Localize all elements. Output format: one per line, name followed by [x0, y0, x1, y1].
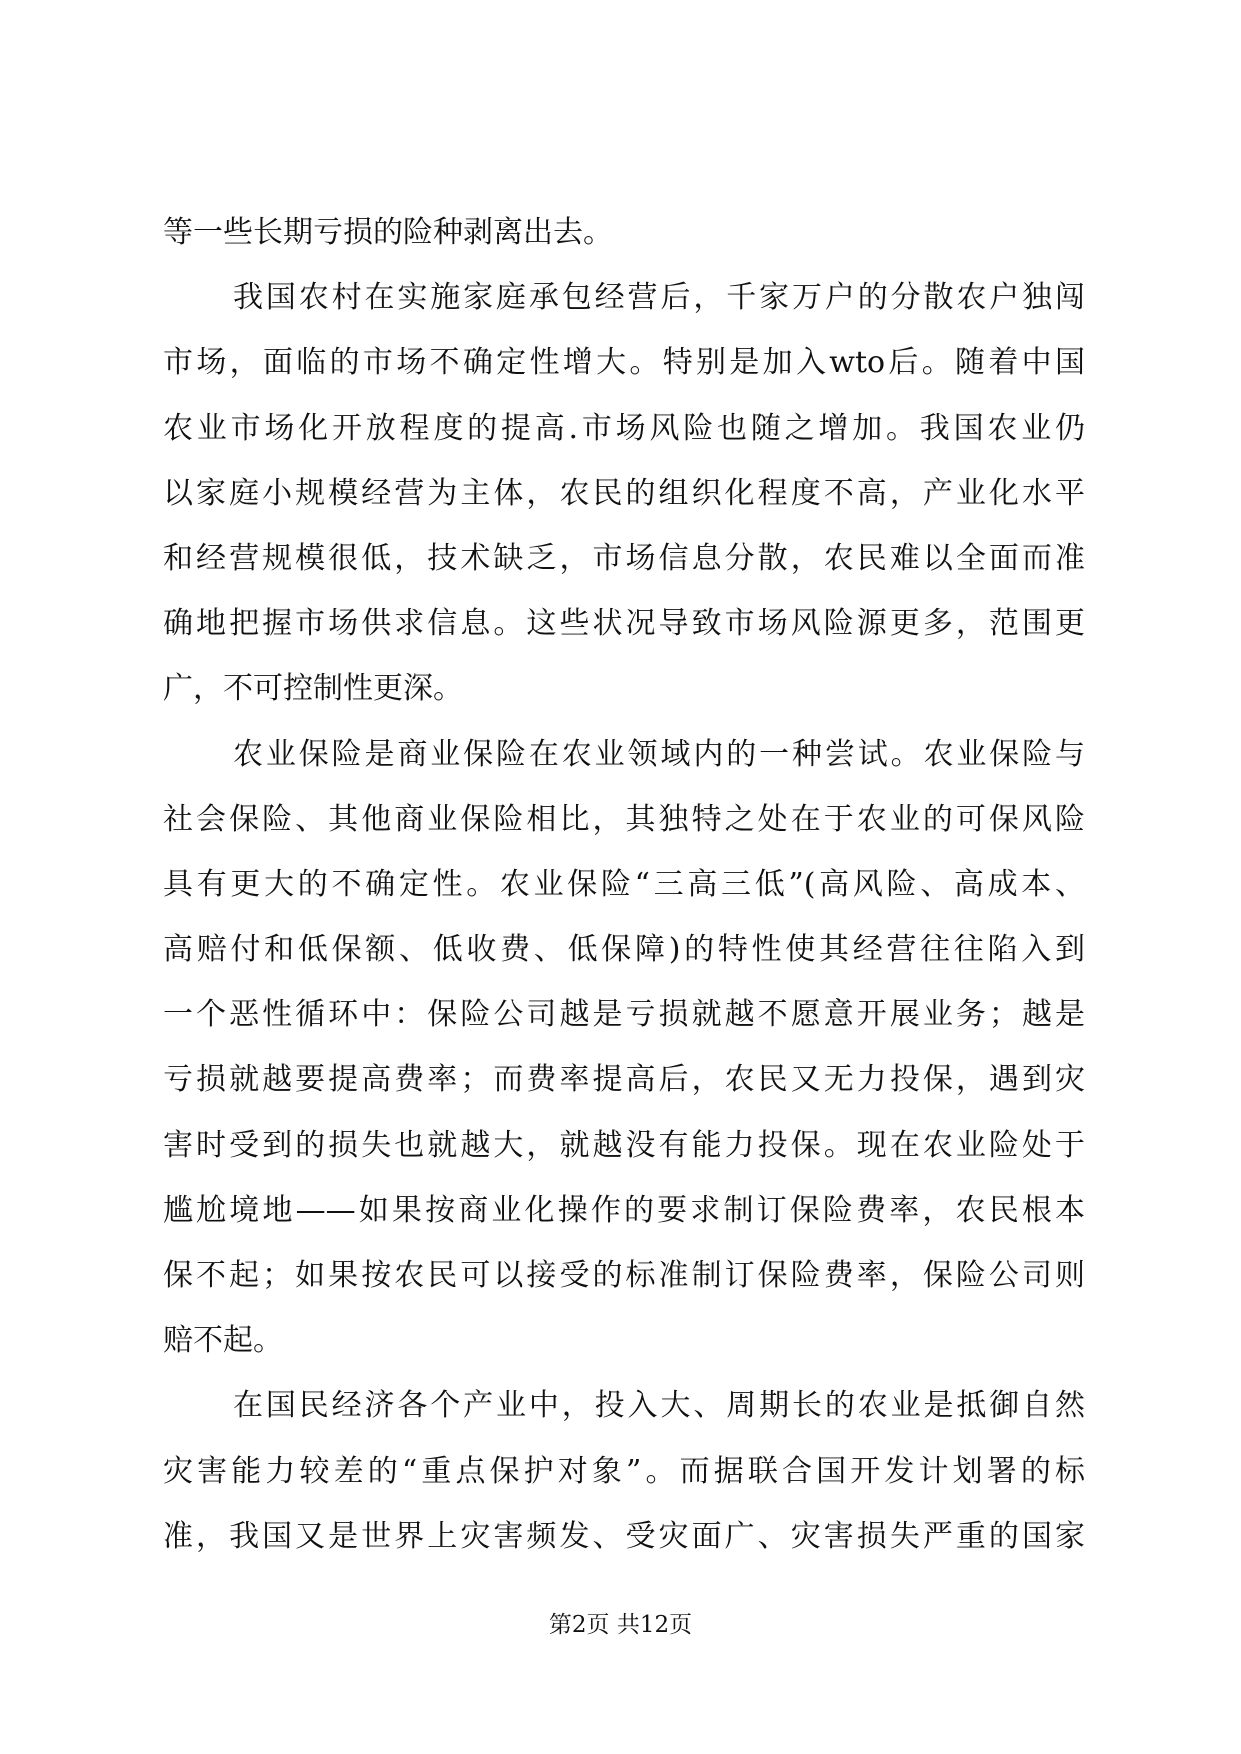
text-line: 在国民经济各个产业中，投入大、周期长的农业是抵御自然: [233, 1388, 1085, 1424]
text-line: 害时受到的损失也就越大，就越没有能力投保。现在农业险处于: [163, 1127, 1085, 1163]
text-line: 具有更大的不确定性。农业保险“三高三低”(高风险、高成本、: [163, 866, 1085, 902]
text-line: 等一些长期亏损的险种剥离出去。: [163, 215, 613, 250]
text-line: 灾害能力较差的“重点保护对象”。而据联合国开发计划署的标: [163, 1453, 1085, 1489]
text-line: 广，不可控制性更深。: [163, 671, 463, 707]
paragraph: [163, 265, 1085, 721]
page-number: 第2页 共12页: [548, 1612, 693, 1638]
text-line: 一个恶性循环中：保险公司越是亏损就越不愿意开展业务；越是: [163, 997, 1085, 1033]
text-line: 亏损就越要提高费率；而费率提高后，农民又无力投保，遇到灾: [163, 1062, 1085, 1098]
text-line: 以家庭小规模经营为主体，农民的组织化程度不高，产业化水平: [163, 475, 1085, 511]
text-line: 农业市场化开放程度的提高.市场风险也随之增加。我国农业仍: [163, 410, 1085, 446]
text-line: 我国农村在实施家庭承包经营后，千家万户的分散农户独闯: [233, 280, 1085, 316]
text-line: 和经营规模很低，技术缺乏，市场信息分散，农民难以全面而准: [163, 540, 1085, 576]
text-line: 赔不起。: [163, 1323, 283, 1359]
text-line: 尴尬境地——如果按商业化操作的要求制订保险费率，农民根本: [163, 1192, 1085, 1228]
page-footer: [0, 1610, 1241, 1640]
paragraph: [163, 200, 1085, 265]
body-text: [163, 200, 1085, 1569]
text-line: 社会保险、其他商业保险相比，其独特之处在于农业的可保风险: [163, 801, 1085, 837]
text-line: 确地把握市场供求信息。这些状况导致市场风险源更多，范围更: [163, 606, 1085, 642]
text-line: 保不起；如果按农民可以接受的标准制订保险费率，保险公司则: [163, 1258, 1085, 1293]
paragraph: [163, 1373, 1085, 1569]
text-line: 高赔付和低保额、低收费、低保障)的特性使其经营往往陷入到: [163, 932, 1085, 968]
text-line: 市场，面临的市场不确定性增大。特别是加入wto后。随着中国: [163, 345, 1085, 381]
text-line: 准，我国又是世界上灾害频发、受灾面广、灾害损失严重的国家: [163, 1518, 1085, 1554]
text-line: 农业保险是商业保险在农业领域内的一种尝试。农业保险与: [233, 736, 1085, 772]
paragraph: [163, 722, 1085, 1374]
